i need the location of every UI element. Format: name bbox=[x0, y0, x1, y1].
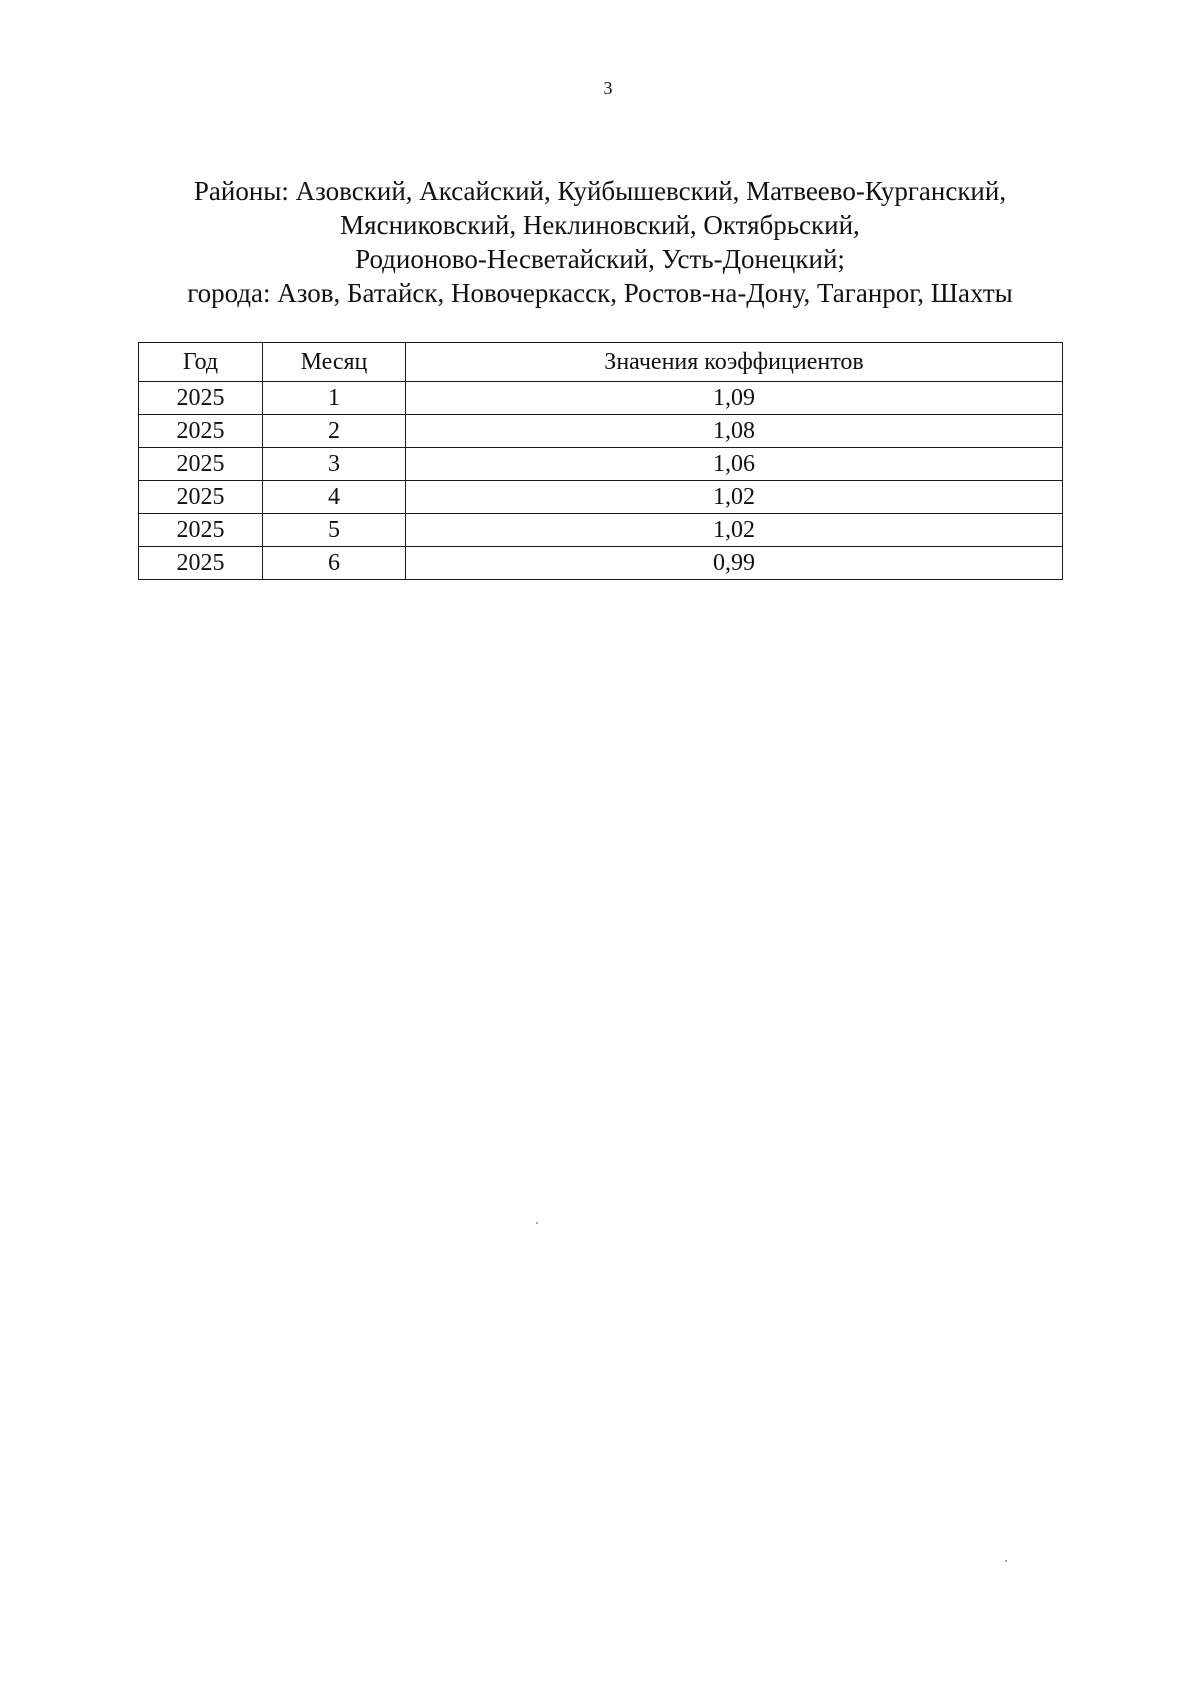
cell-coefficient: 1,02 bbox=[406, 514, 1063, 547]
column-header-month: Месяц bbox=[263, 343, 406, 382]
heading-line: Районы: Азовский, Аксайский, Куйбышевский, Матвеево-Курганский, bbox=[193, 176, 1007, 206]
scan-speck bbox=[536, 1222, 538, 1224]
coefficients-table bbox=[138, 342, 1063, 580]
cell-month: 4 bbox=[263, 481, 406, 514]
table-row bbox=[139, 481, 1063, 514]
heading-line: Мясниковский, Неклиновский, Октябрьский, bbox=[340, 210, 860, 240]
cell-year: 2025 bbox=[139, 514, 263, 547]
cell-coefficient: 1,08 bbox=[406, 415, 1063, 448]
cell-year: 2025 bbox=[139, 415, 263, 448]
cell-month: 5 bbox=[263, 514, 406, 547]
scan-speck bbox=[1005, 1560, 1007, 1562]
cell-month: 1 bbox=[263, 382, 406, 415]
heading-line: Родионово-Несветайский, Усть-Донецкий; bbox=[355, 244, 845, 274]
heading-line: города: Азов, Батайск, Новочеркасск, Ростов-на-Дону, Таганрог, Шахты bbox=[187, 278, 1013, 308]
table-row bbox=[139, 514, 1063, 547]
column-header-year: Год bbox=[139, 343, 263, 382]
cell-year: 2025 bbox=[139, 547, 263, 580]
cell-coefficient: 1,09 bbox=[406, 382, 1063, 415]
table-row bbox=[139, 382, 1063, 415]
cell-year: 2025 bbox=[139, 481, 263, 514]
cell-coefficient: 1,06 bbox=[406, 448, 1063, 481]
page-number: 3 bbox=[603, 78, 613, 98]
table-header-row bbox=[139, 343, 1063, 382]
cell-month: 2 bbox=[263, 415, 406, 448]
cell-coefficient: 1,02 bbox=[406, 481, 1063, 514]
document-heading bbox=[100, 174, 1100, 310]
table-row bbox=[139, 547, 1063, 580]
cell-coefficient: 0,99 bbox=[406, 547, 1063, 580]
column-header-coefficient: Значения коэффициентов bbox=[406, 343, 1063, 382]
table-row bbox=[139, 415, 1063, 448]
cell-year: 2025 bbox=[139, 382, 263, 415]
table-row bbox=[139, 448, 1063, 481]
cell-year: 2025 bbox=[139, 448, 263, 481]
cell-month: 3 bbox=[263, 448, 406, 481]
cell-month: 6 bbox=[263, 547, 406, 580]
